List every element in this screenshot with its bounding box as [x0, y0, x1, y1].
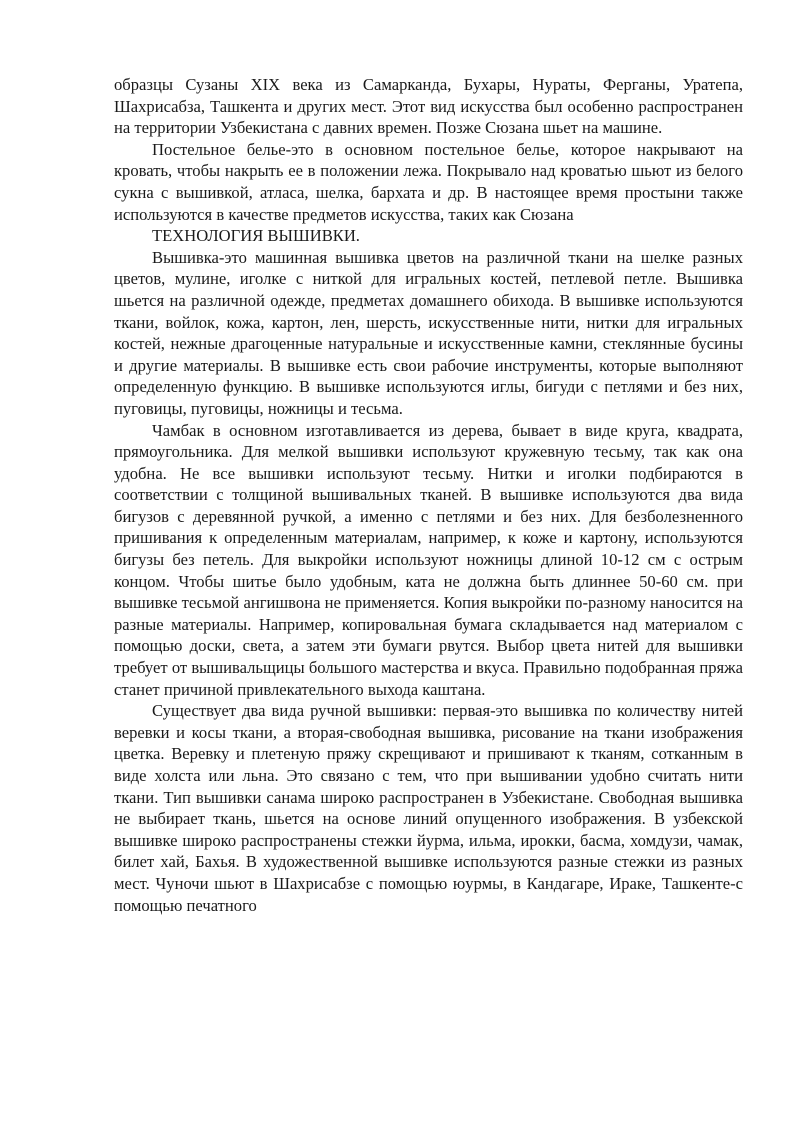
section-heading: ТЕХНОЛОГИЯ ВЫШИВКИ.: [152, 226, 360, 246]
paragraph-suzani-origins: образцы Сузаны XIX века из Самарканда, Бухары, Нураты, Ферганы, Уратепа, Шахрисабза, Ташкента и других мест. Этот вид искусства был особенно распространен на территории Узбекистана с давних времен. Позже Сюзана шьет на машине.: [114, 75, 743, 138]
paragraph-chambak-tools: Чамбак в основном изготавливается из дерева, бывает в виде круга, квадрата, прямоугольника. Для мелкой вышивки используют кружевную тесьму, так как она удобна. Не все вышивки используют тесьму. Нитки и иголки подбираются в соответствии с толщиной вышивальных тканей. В вышивке используются два вида бигузов с деревянной ручкой, а именно с петлями и без них. Для безболезненного пришивания к определенным материалам, например, к коже и картону, используются бигузы без петель. Для выкройки используют ножницы длиной 10-12 см с острым концом. Чтобы шитье было удобным, ката не должна быть длиннее 50-60 см. при вышивке тесьмой ангишвона не применяется. Копия выкройки по-разному наносится на разные материалы. Например, копировальная бумага складывается над материалом с помощью доски, света, а затем эти бумаги рвутся. Выбор цвета нитей для вышивки требует от вышивальщицы большого мастерства и вкуса. Правильно подобранная пряжа станет причиной привлекательного выхода каштана.: [114, 420, 743, 699]
paragraph-bed-linen: Постельное белье-это в основном постельное белье, которое накрывают на кровать, чтобы накрыть ее в положении лежа. Покрывало над кроватью шьют из белого сукна с вышивкой, атласа, шелка, бархата и др. В настоящее время простыни также используются в качестве предметов искусства, таких как Сюзана: [114, 139, 743, 224]
paragraph-hand-embroidery-types: Существует два вида ручной вышивки: первая-это вышивка по количеству нитей веревки и косы ткани, а вторая-свободная вышивка, рисование на ткани изображения цветка. Веревку и плетеную пряжу скрещивают и пришивают к тканям, сотканным в виде холста или льна. Это связано с тем, что при вышивании удобно считать нити ткани. Тип вышивки санама широко распространен в Узбекистане. Свободная вышивка не выбирает ткань, шьется на основе линий опущенного изображения. В узбекской вышивке широко распространены стежки йурма, ильма, ирокки, басма, хомдузи, чамак, билет хай, Бахья. В художественной вышивке используются разные стежки из разных мест. Чуночи шьют в Шахрисабзе с помощью юурмы, в Кандагаре, Ираке, Ташкенте-с помощью печатного: [114, 701, 743, 915]
paragraph-embroidery-definition: Вышивка-это машинная вышивка цветов на различной ткани на шелке разных цветов, мулине, иголке с ниткой для игральных костей, петлевой петле. Вышивка шьется на различной одежде, предметах домашнего обихода. В вышивке используются ткани, войлок, кожа, картон, лен, шерсть, искусственные нити, нитки для игральных костей, нежные драгоценные натуральные и искусственные камни, стеклянные бусины и другие материалы. В вышивке есть свои рабочие инструменты, которые выполняют определенную функцию. В вышивке используются иглы, бигуди с петлями и без них, пуговицы, пуговицы, ножницы и тесьма.: [114, 247, 743, 418]
